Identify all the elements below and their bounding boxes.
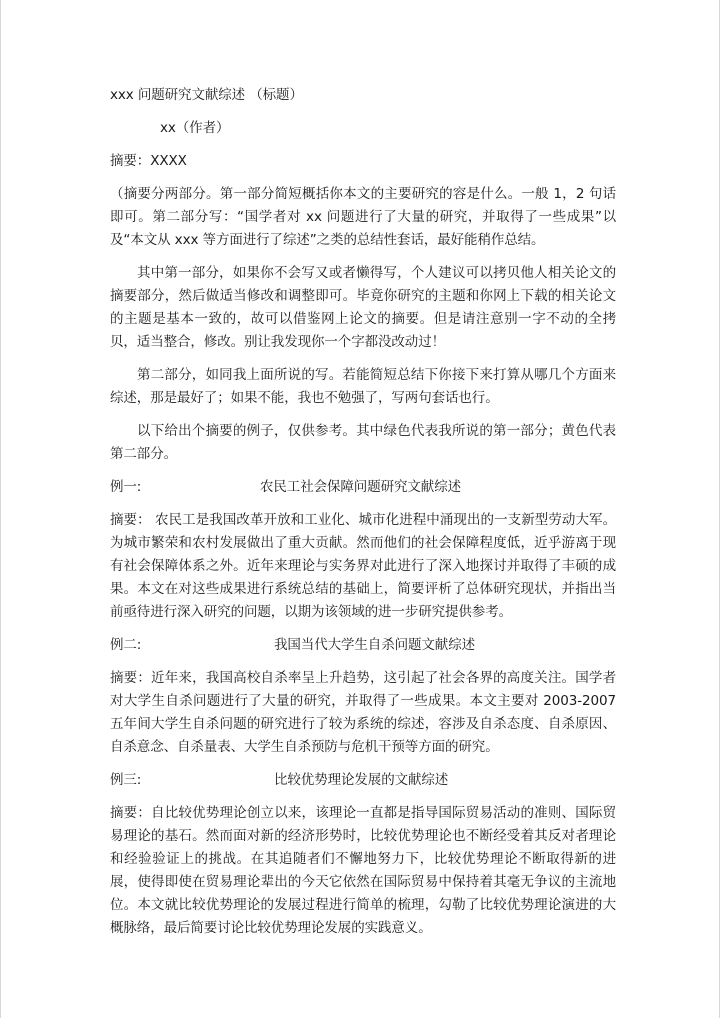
- example-label: 例一:: [110, 479, 142, 495]
- document-author: xx（作者）: [160, 120, 230, 136]
- instruction-paragraph: 以下给出个摘要的例子，仅供参考。其中绿色代表我所说的第一部分；黄色代表第二部分。: [110, 423, 616, 462]
- example-heading: [110, 634, 616, 657]
- example-title: 农民工社会保障问题研究文献综述: [260, 479, 461, 495]
- example-abstract: 摘要： 农民工是我国改革开放和工业化、城市化进程中涌现出的一支新型劳动大军。为城市繁荣和农村发展做出了重大贡献。然而他们的社会保障程度低，近乎游离于现有社会保障体系之外。近年来理论与实务界对此进行了深入地探讨并取得了丰硕的成果。本文在对这些成果进行系统总结的基础上，简要评析了总体研究现状，并指出当前亟待进行深入研究的问题，以期为该领域的进一步研究提供参考。: [110, 512, 616, 620]
- document-title: xxx 问题研究文献综述 （标题）: [110, 87, 303, 103]
- example-abstract: 摘要：近年来，我国高校自杀率呈上升趋势，这引起了社会各界的高度关注。国学者对大学生自杀问题进行了大量的研究，并取得了一些成果。本文主要对 2003-2007 五年间大学生自杀问题的研究进行了较为系统的综述，容涉及自杀态度、自杀原因、自杀意念、自杀量表、大学生自杀预防与危机干预等方面的研究。: [110, 670, 616, 755]
- abstract-heading: 摘要：XXXX: [110, 153, 187, 169]
- example-heading: [110, 476, 616, 499]
- example-title: 比较优势理论发展的文献综述: [274, 772, 449, 788]
- example-abstract: 摘要：自比较优势理论创立以来，该理论一直都是指导国际贸易活动的准则、国际贸易理论的基石。然而面对新的经济形势时，比较优势理论也不断经受着其反对者理论和经验验证上的挑战。在其追随者们不懈地努力下，比较优势理论不断取得新的进展，使得即使在贸易理论辈出的今天它依然在国际贸易中保持着其毫无争议的主流地位。本文就比较优势理论的发展过程进行简单的梳理，勾勒了比较优势理论演进的大概脉络，最后简要讨论比较优势理论发展的实践意义。: [110, 805, 616, 936]
- instruction-paragraph: 第二部分，如同我上面所说的写。若能简短总结下你接下来打算从哪几个方面来综述，那是最好了；如果不能，我也不勉强了，写两句套话也行。: [110, 367, 616, 406]
- instruction-paragraph: 其中第一部分，如果你不会写又或者懒得写，个人建议可以拷贝他人相关论文的摘要部分，然后做适当修改和调整即可。毕竟你研究的主题和你网上下载的相关论文的主题是基本一致的，故可以借鉴网上论文的摘要。但是请注意别一字不动的全拷贝，适当整合，修改。别让我发现你一个字都没改动过！: [110, 265, 616, 350]
- example-heading: [110, 769, 616, 792]
- example-title: 我国当代大学生自杀问题文献综述: [274, 637, 475, 653]
- instruction-paragraph: （摘要分两部分。第一部分简短概括你本文的主要研究的容是什么。一般 1，2 句话即可。第二部分写：“国学者对 xx 问题进行了大量的研究，并取得了一些成果”以及“本文从 xxx 等方面进行了综述”之类的总结性套话，最好能稍作总结。: [110, 186, 616, 248]
- example-label: 例三:: [110, 772, 142, 788]
- document-body: [110, 84, 616, 950]
- example-label: 例二:: [110, 637, 142, 653]
